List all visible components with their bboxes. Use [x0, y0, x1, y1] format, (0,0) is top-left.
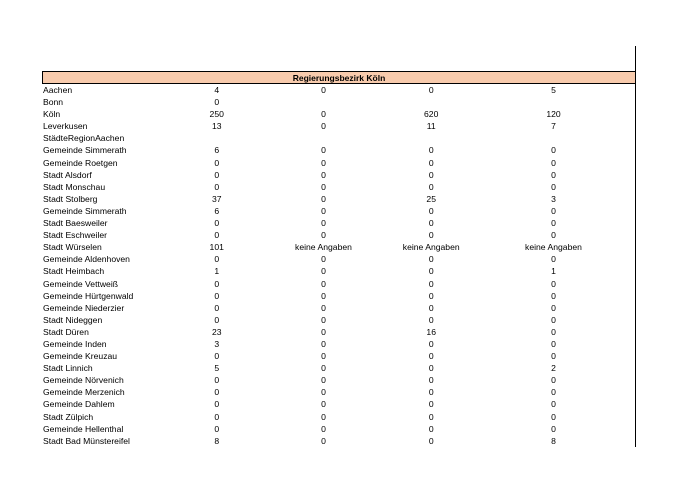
value-cell-1: 0 — [214, 351, 220, 362]
value-cell-3: 0 — [428, 169, 434, 180]
table-row — [42, 398, 636, 410]
value-cell-4: 0 — [551, 314, 556, 325]
row-name-cell: Stadt Monschau — [43, 181, 106, 192]
value-cell-2 — [256, 132, 392, 144]
value-cell-2: 0 — [321, 193, 326, 204]
table-row — [42, 241, 636, 253]
value-cell-3: 0 — [428, 399, 434, 410]
table-row — [42, 108, 636, 120]
value-cell-1: 0 — [214, 97, 220, 108]
value-cell-4: 0 — [551, 326, 556, 337]
value-cell-1: 5 — [214, 363, 220, 374]
value-cell-2: 0 — [321, 375, 326, 386]
value-cell-2: 0 — [321, 435, 326, 446]
value-cell-2: keine Angaben — [295, 242, 352, 253]
value-cell-1: 101 — [209, 242, 224, 253]
table-row — [42, 193, 636, 205]
value-cell-1: 1 — [214, 266, 220, 277]
row-name-cell: Köln — [43, 109, 61, 120]
row-name-cell: Stadt Würselen — [43, 242, 102, 253]
value-cell-3: 0 — [428, 218, 434, 229]
table-row — [42, 386, 636, 398]
value-cell-4: 0 — [551, 157, 556, 168]
value-cell-4: 0 — [551, 290, 556, 301]
value-cell-1: 0 — [214, 387, 220, 398]
value-cell-3: 0 — [428, 85, 434, 95]
value-cell-3: 0 — [428, 435, 434, 446]
table-row — [42, 253, 636, 265]
value-cell-3: 0 — [428, 411, 434, 422]
value-cell-2: 0 — [321, 121, 326, 132]
value-cell-1: 8 — [214, 435, 220, 446]
value-cell-2: 0 — [321, 205, 326, 216]
table-row — [42, 132, 636, 144]
value-cell-4: 0 — [551, 181, 556, 192]
value-cell-2: 0 — [321, 326, 326, 337]
row-name-cell: Stadt Zülpich — [43, 411, 94, 422]
value-cell-1 — [178, 132, 256, 144]
table-row — [42, 169, 636, 181]
table-row — [42, 217, 636, 229]
value-cell-4: 0 — [551, 387, 556, 398]
value-cell-1: 0 — [214, 399, 220, 410]
row-name-cell: Gemeinde Simmerath — [43, 145, 127, 156]
spreadsheet — [42, 71, 636, 447]
value-cell-3: 0 — [428, 205, 434, 216]
value-cell-1: 0 — [214, 278, 220, 289]
row-name-cell: Stadt Düren — [43, 326, 89, 337]
value-cell-3: 0 — [428, 266, 434, 277]
value-cell-4: keine Angaben — [525, 242, 582, 253]
value-cell-4: 5 — [551, 85, 556, 95]
value-cell-3: 0 — [428, 363, 434, 374]
row-name-cell: Gemeinde Vettweiß — [43, 278, 118, 289]
table-row — [42, 411, 636, 423]
table-row — [42, 362, 636, 374]
table-row — [42, 423, 636, 435]
value-cell-2: 0 — [321, 109, 326, 120]
value-cell-3: 0 — [428, 290, 434, 301]
row-name-cell: Gemeinde Roetgen — [43, 157, 118, 168]
value-cell-2: 0 — [321, 278, 326, 289]
row-name-cell: Stadt Alsdorf — [43, 169, 92, 180]
value-cell-3: 0 — [428, 254, 434, 265]
row-name-cell: Stadt Eschweiler — [43, 230, 108, 241]
row-name-cell: Gemeinde Kreuzau — [43, 351, 118, 362]
row-name-cell: Leverkusen — [43, 121, 88, 132]
value-cell-4: 8 — [551, 435, 556, 446]
row-name-cell: Stadt Linnich — [43, 363, 93, 374]
row-name-cell: Stadt Stolberg — [43, 193, 98, 204]
data-rows — [42, 84, 636, 447]
value-cell-3: keine Angaben — [402, 242, 460, 253]
value-cell-1: 0 — [214, 290, 220, 301]
table-row — [42, 265, 636, 277]
value-cell-1: 6 — [214, 205, 220, 216]
value-cell-2: 0 — [321, 387, 326, 398]
value-cell-4: 0 — [551, 423, 556, 434]
value-cell-4: 0 — [551, 145, 556, 156]
row-name-cell: Stadt Heimbach — [43, 266, 105, 277]
value-cell-4: 0 — [551, 375, 556, 386]
row-name-cell: Gemeinde Niederzier — [43, 302, 125, 313]
value-cell-2: 0 — [321, 85, 326, 95]
value-cell-4 — [471, 96, 636, 108]
value-cell-4: 7 — [551, 121, 556, 132]
table-row — [42, 96, 636, 108]
value-cell-2: 0 — [321, 363, 326, 374]
row-name-cell: Gemeinde Dahlem — [43, 399, 115, 410]
table-row — [42, 326, 636, 338]
value-cell-1: 37 — [211, 193, 222, 204]
value-cell-3: 0 — [428, 302, 434, 313]
value-cell-1: 250 — [209, 109, 224, 120]
value-cell-1: 0 — [214, 423, 220, 434]
value-cell-3: 0 — [428, 145, 434, 156]
value-cell-1: 4 — [214, 85, 220, 95]
value-cell-3: 11 — [426, 121, 436, 132]
value-cell-4: 0 — [551, 399, 556, 410]
value-cell-1: 0 — [214, 218, 220, 229]
value-cell-4: 0 — [551, 205, 556, 216]
value-cell-2: 0 — [321, 254, 326, 265]
row-name-cell: Gemeinde Inden — [43, 338, 107, 349]
value-cell-2: 0 — [321, 302, 326, 313]
value-cell-1: 0 — [214, 411, 220, 422]
value-cell-1: 23 — [211, 326, 222, 337]
value-cell-2: 0 — [321, 181, 326, 192]
value-cell-2 — [256, 96, 392, 108]
table-row — [42, 314, 636, 326]
value-cell-3: 16 — [426, 326, 436, 337]
value-cell-3: 0 — [428, 181, 434, 192]
value-cell-1: 13 — [211, 121, 222, 132]
table-row — [42, 374, 636, 386]
value-cell-1: 0 — [214, 254, 220, 265]
value-cell-4: 0 — [551, 351, 556, 362]
value-cell-1: 0 — [214, 169, 220, 180]
value-cell-2: 0 — [321, 218, 326, 229]
value-cell-3: 0 — [428, 387, 434, 398]
row-name-cell: Gemeinde Merzenich — [43, 387, 125, 398]
value-cell-1: 0 — [214, 230, 220, 241]
row-name-cell: Stadt Bad Münstereifel — [43, 435, 130, 446]
row-name-cell: StädteRegionAachen — [43, 133, 125, 144]
row-name-cell: Aachen — [43, 85, 73, 95]
value-cell-1: 0 — [214, 157, 220, 168]
value-cell-3: 0 — [428, 351, 434, 362]
value-cell-3: 0 — [428, 338, 434, 349]
value-cell-1: 0 — [214, 181, 220, 192]
value-cell-3: 0 — [428, 278, 434, 289]
value-cell-1: 3 — [214, 338, 220, 349]
value-cell-2: 0 — [321, 411, 326, 422]
value-cell-1: 0 — [214, 314, 220, 325]
row-name-cell: Stadt Nideggen — [43, 314, 103, 325]
table-row — [42, 120, 636, 132]
table-row — [42, 229, 636, 241]
value-cell-4: 0 — [551, 218, 556, 229]
row-name-cell: Gemeinde Hürtgenwald — [43, 290, 134, 301]
value-cell-4: 0 — [551, 278, 556, 289]
row-name-cell: Bonn — [43, 97, 64, 108]
table-row — [42, 205, 636, 217]
value-cell-2: 0 — [321, 338, 326, 349]
value-cell-1: 0 — [214, 375, 220, 386]
value-cell-2: 0 — [321, 157, 326, 168]
value-cell-2: 0 — [321, 423, 326, 434]
value-cell-4: 0 — [551, 302, 556, 313]
value-cell-1: 6 — [214, 145, 220, 156]
value-cell-2: 0 — [321, 230, 326, 241]
value-cell-1: 0 — [214, 302, 220, 313]
value-cell-4 — [471, 132, 636, 144]
value-cell-3: 0 — [428, 375, 434, 386]
table-row — [42, 290, 636, 302]
region-header: Regierungsbezirk Köln — [42, 71, 636, 84]
value-cell-3: 25 — [426, 193, 436, 204]
value-cell-2: 0 — [321, 169, 326, 180]
value-cell-2: 0 — [321, 399, 326, 410]
value-cell-2: 0 — [321, 351, 326, 362]
row-name-cell: Gemeinde Hellenthal — [43, 423, 124, 434]
value-cell-4: 0 — [551, 254, 556, 265]
value-cell-4: 0 — [551, 230, 556, 241]
table-row — [42, 144, 636, 156]
value-cell-4: 2 — [551, 363, 556, 374]
value-cell-4: 3 — [551, 193, 556, 204]
value-cell-2: 0 — [321, 290, 326, 301]
table-row — [42, 338, 636, 350]
value-cell-3: 620 — [424, 109, 439, 120]
value-cell-4: 0 — [551, 411, 556, 422]
value-cell-3: 0 — [428, 423, 434, 434]
table-row — [42, 435, 636, 447]
table-row — [42, 181, 636, 193]
value-cell-4: 1 — [551, 266, 556, 277]
row-name-cell: Gemeinde Simmerath — [43, 205, 127, 216]
value-cell-4: 120 — [546, 109, 561, 120]
row-name-cell: Stadt Baesweiler — [43, 218, 108, 229]
table-row — [42, 84, 636, 96]
value-cell-2: 0 — [321, 145, 326, 156]
table-row — [42, 350, 636, 362]
table-row — [42, 302, 636, 314]
value-cell-3 — [391, 96, 471, 108]
value-cell-3: 0 — [428, 314, 434, 325]
row-name-cell: Gemeinde Aldenhoven — [43, 254, 130, 265]
value-cell-3: 0 — [428, 157, 434, 168]
value-cell-2: 0 — [321, 266, 326, 277]
table-row — [42, 278, 636, 290]
value-cell-4: 0 — [551, 338, 556, 349]
table-row — [42, 157, 636, 169]
row-name-cell: Gemeinde Nörvenich — [43, 375, 124, 386]
value-cell-3: 0 — [428, 230, 434, 241]
value-cell-2: 0 — [321, 314, 326, 325]
value-cell-3 — [391, 132, 471, 144]
value-cell-4: 0 — [551, 169, 556, 180]
